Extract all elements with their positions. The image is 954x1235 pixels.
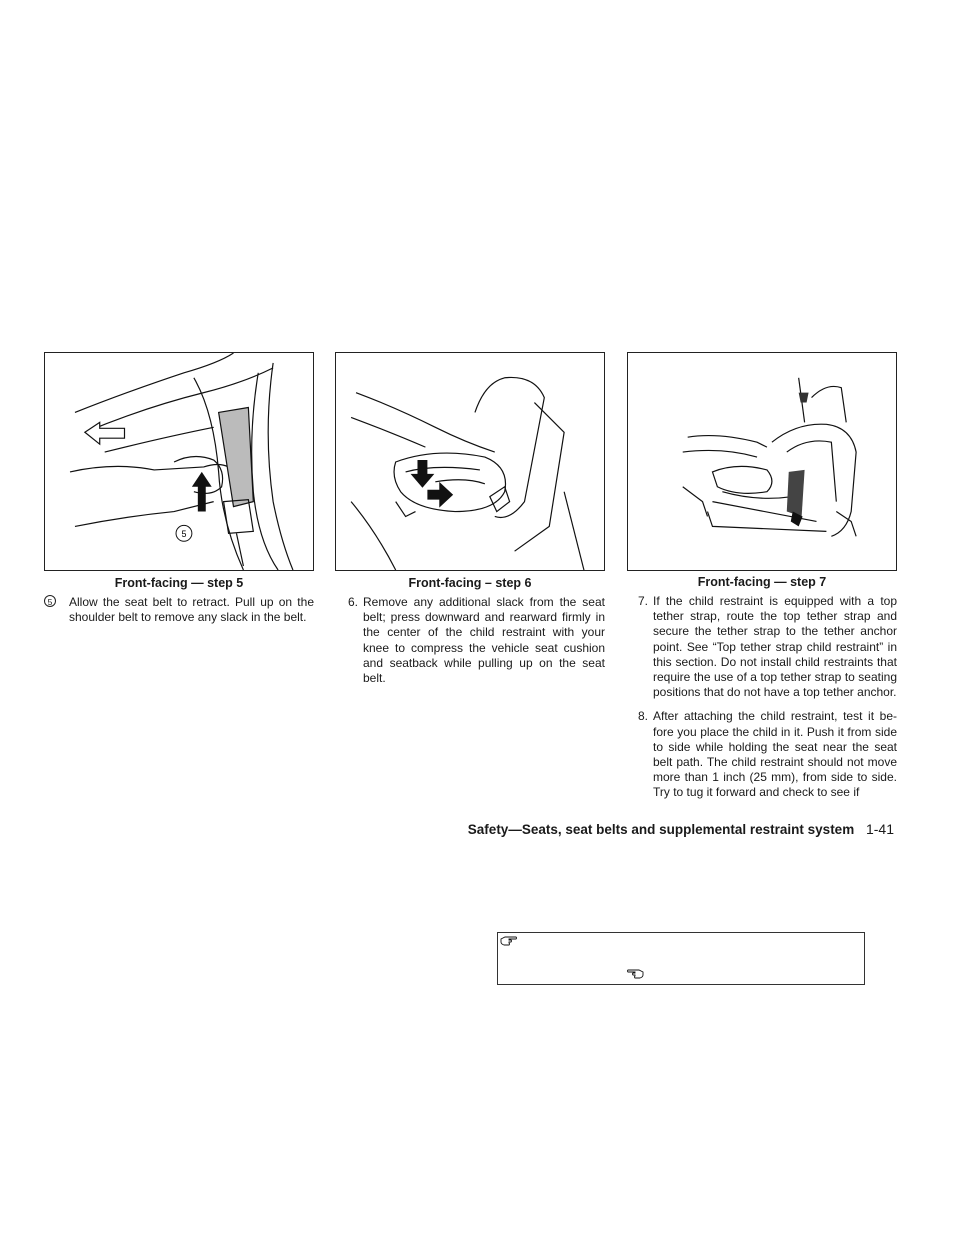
list-item [44, 595, 314, 625]
step-number: 7. [637, 594, 648, 608]
figure-caption: Front-facing – step 6 [408, 576, 532, 590]
pointing-hand-icon [500, 934, 518, 947]
step-text: Remove any additional slack from the seat belt; press downward and rearward firmly in the center of the child restraint with your knee to compress the vehicle seat cushion and seatback while pulling up on the seat belt. [363, 595, 605, 686]
figure-step-5 [44, 352, 314, 571]
step-text: If the child restraint is equipped with a top tether strap, route the top tether strap and secure the tether strap to the tether anchor point. See “Top tether strap child restraint” in this section. Do not install child restraints that require the use of a top tether strap to seating positions that do not have a top tether anchor. [653, 594, 897, 700]
list-item [338, 595, 605, 686]
step-number: 6. [347, 595, 358, 609]
step-text: Allow the seat belt to retract. Pull up on the shoulder belt to remove any slack in the belt. [69, 595, 314, 625]
step-number: 8. [637, 709, 648, 724]
figure-caption: Front-facing — step 7 [697, 575, 827, 589]
list-item [628, 709, 897, 800]
section-title: Safety—Seats, seat belts and supplemental restraint system [467, 822, 855, 837]
figure-step-6 [335, 352, 605, 571]
list-item [628, 594, 897, 700]
note-box [497, 932, 865, 985]
figure-caption: Front-facing — step 5 [114, 576, 244, 590]
step-number-badge: 5 [44, 595, 56, 607]
text-column-3 [628, 594, 897, 810]
pointing-hand-icon [626, 967, 644, 979]
step-6-illustration [336, 353, 604, 570]
figure-step-7 [627, 352, 897, 571]
callout-5: 5 [181, 528, 187, 539]
step-7-illustration [628, 353, 896, 570]
step-text: After attaching the child restraint, test it be-fore you place the child in it. Push it from side to side while holding the seat near the seat belt path. The child restraint should not move more than 1 inch (25 mm), from side to side. Try to tug it forward and check to see if [653, 709, 897, 800]
step-5-illustration [45, 353, 313, 570]
text-column-1 [44, 595, 314, 634]
page-footer [468, 821, 894, 837]
page-number: 1-41 [865, 821, 894, 837]
text-column-2 [338, 595, 605, 695]
